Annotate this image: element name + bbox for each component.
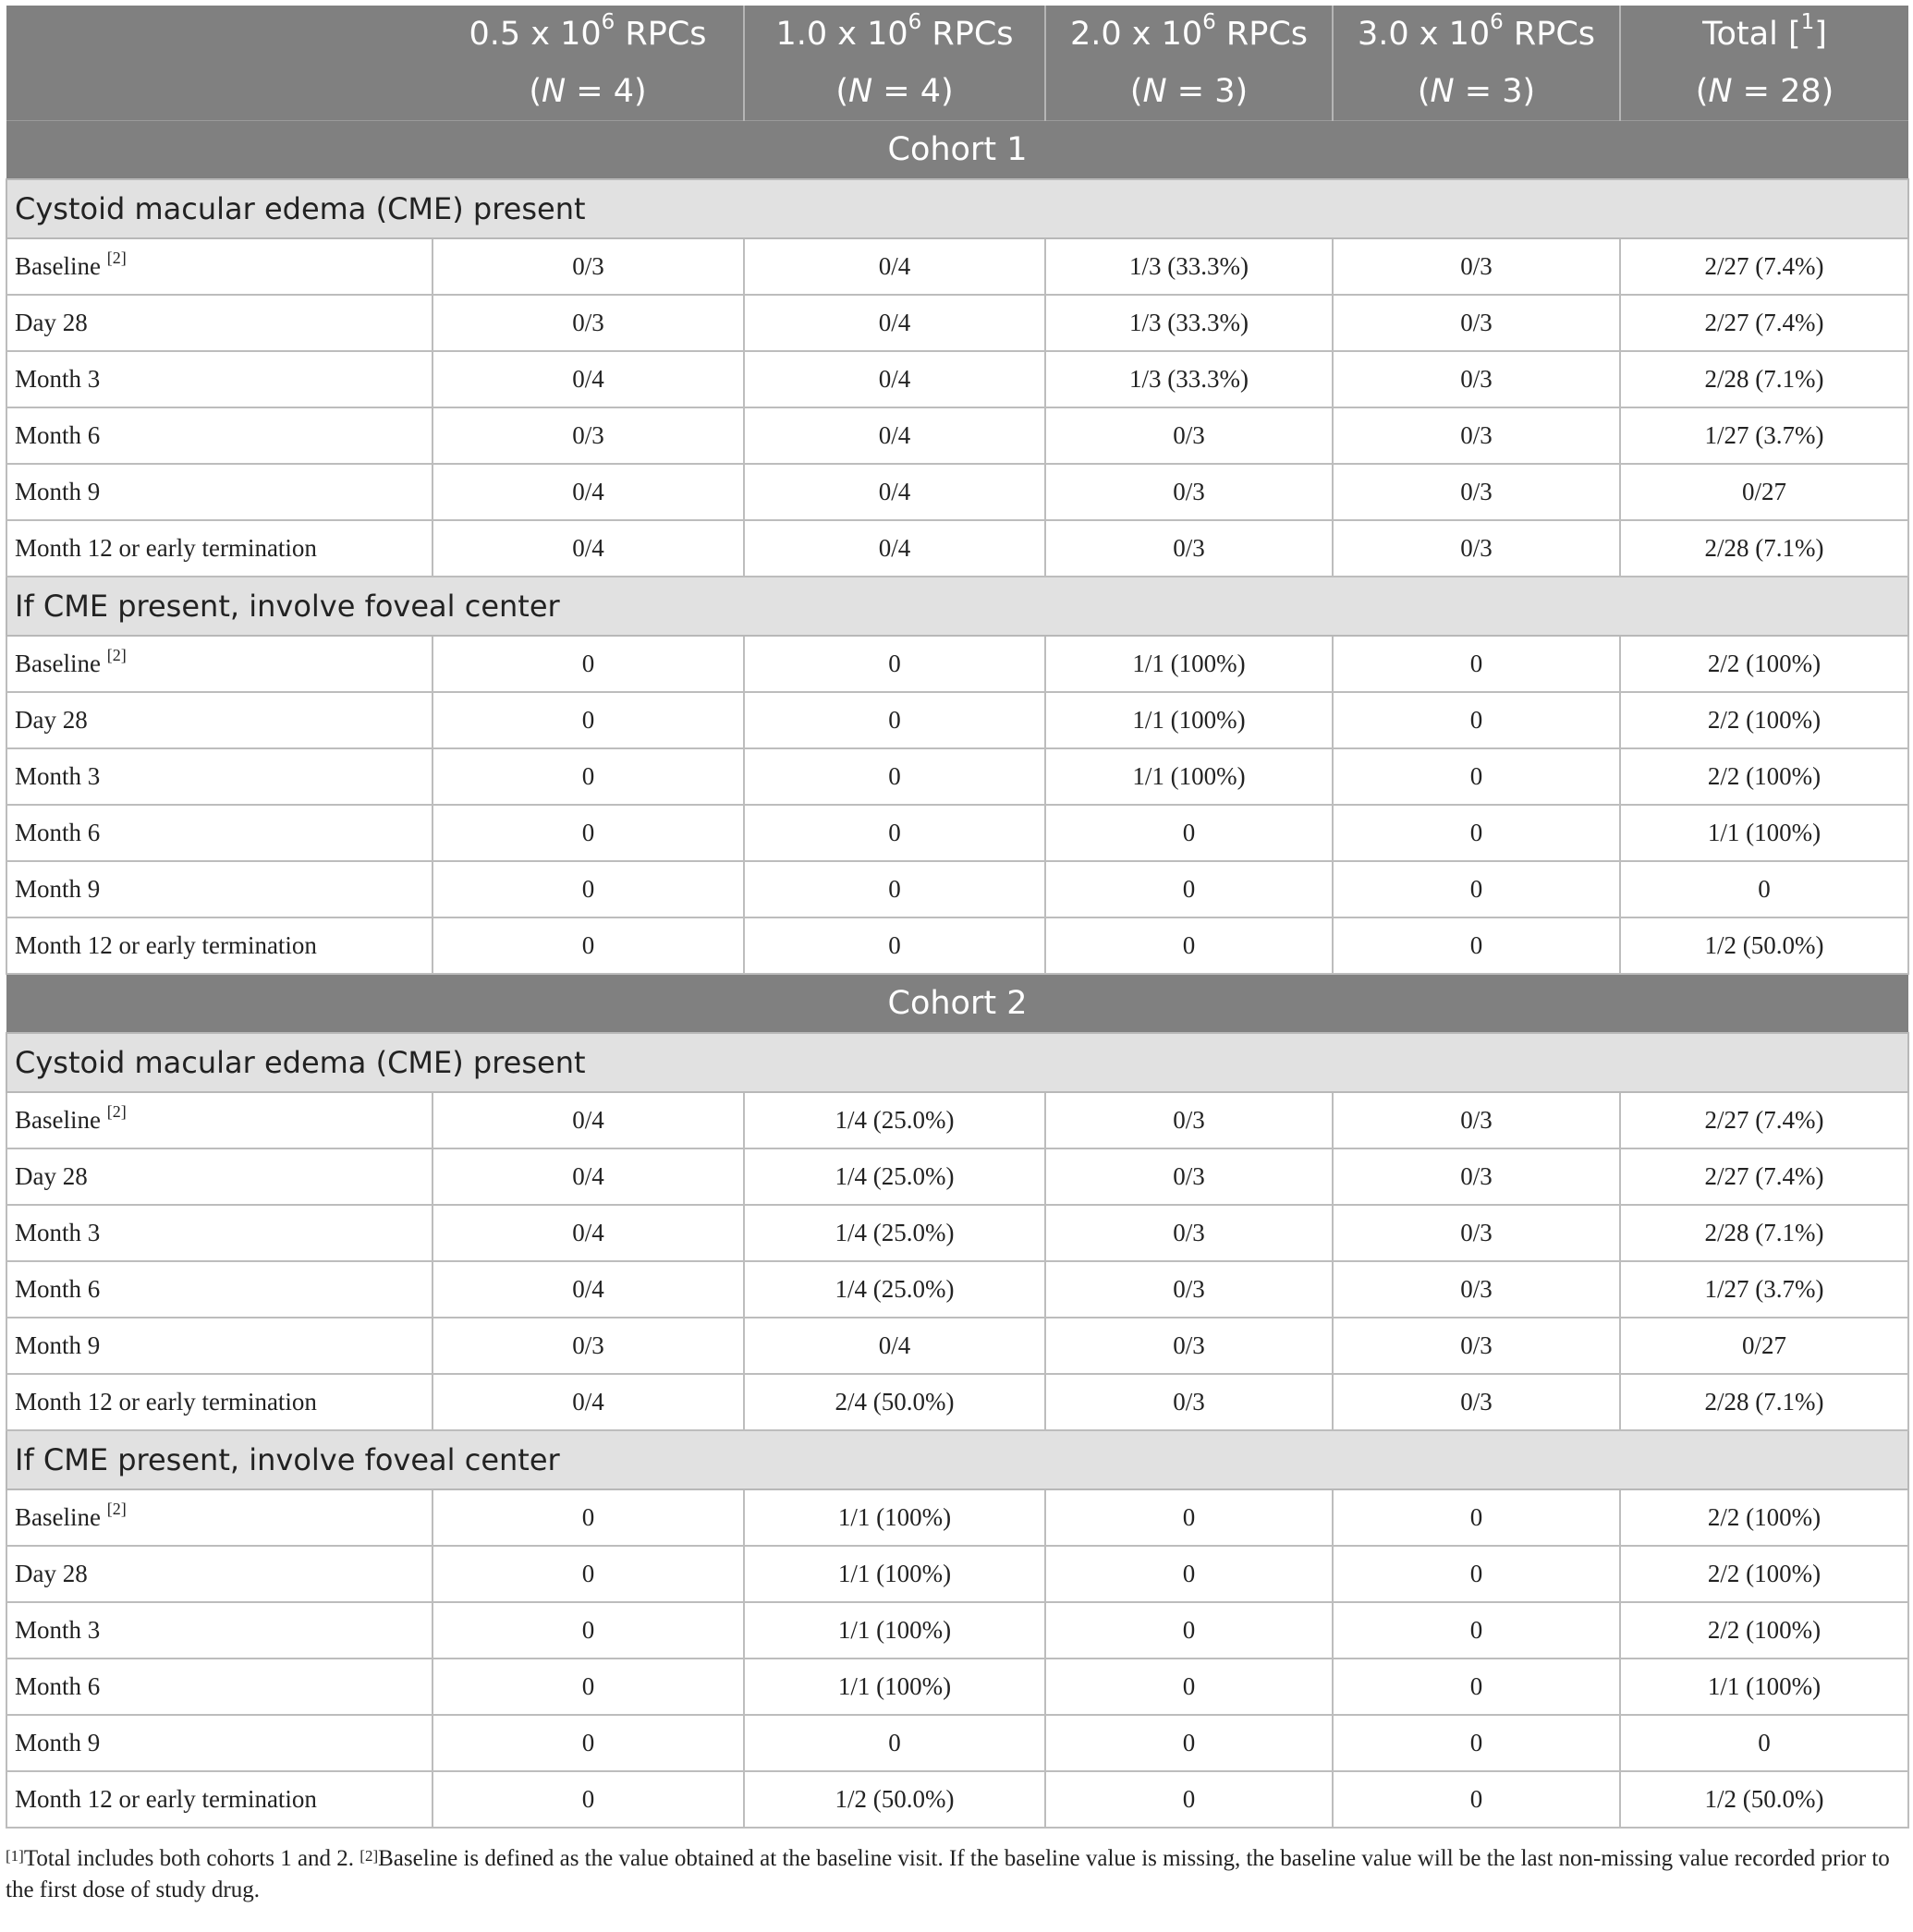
footnote-1-text: Total includes both cohorts 1 and 2. <box>23 1846 360 1871</box>
table-cell: 0 <box>433 748 744 805</box>
section-header-row <box>6 1033 1908 1092</box>
table-cell: 0 <box>1045 1489 1333 1546</box>
row-label-cell <box>6 692 433 748</box>
table-row <box>6 1261 1908 1318</box>
table-cell: 0 <box>1333 636 1620 692</box>
table-cell: 2/27 (7.4%) <box>1620 1092 1908 1148</box>
table-cell: 0/3 <box>433 407 744 464</box>
table-cell: 0 <box>433 805 744 861</box>
table-cell: 0/4 <box>433 520 744 577</box>
table-row <box>6 1602 1908 1659</box>
table-cell: 0 <box>433 1546 744 1602</box>
table-cell: 0/4 <box>744 464 1045 520</box>
table-cell: 0/4 <box>433 1148 744 1205</box>
table-cell: 0/3 <box>433 1318 744 1374</box>
table-cell: 0 <box>744 805 1045 861</box>
table-cell: 1/4 (25.0%) <box>744 1205 1045 1261</box>
table-cell: 0 <box>1333 1602 1620 1659</box>
table-cell: 0/4 <box>744 407 1045 464</box>
table-cell: 0 <box>1333 692 1620 748</box>
table-cell: 0 <box>1620 861 1908 917</box>
row-label-cell <box>6 1374 433 1430</box>
table-cell: 2/2 (100%) <box>1620 636 1908 692</box>
table-cell: 0 <box>1333 861 1620 917</box>
table-cell: 0/4 <box>744 351 1045 407</box>
footnote-ref: [2] <box>106 646 127 664</box>
table-cell: 0/3 <box>1045 407 1333 464</box>
footnote-2-text: Baseline is defined as the value obtained at the baseline visit. If the baseline value is missing, the baseline value will be the last non-missing value recorded prior to the first dose of study drug. <box>6 1846 1890 1902</box>
table-footnotes <box>6 1843 1907 1906</box>
row-label-cell <box>6 1205 433 1261</box>
table-cell: 0 <box>1333 1715 1620 1771</box>
cohort-header-row <box>6 974 1908 1033</box>
table-cell: 0 <box>433 692 744 748</box>
row-label: Day 28 <box>15 309 88 336</box>
table-cell: 0 <box>1045 805 1333 861</box>
table-cell: 1/1 (100%) <box>744 1489 1045 1546</box>
table-cell: 0/3 <box>1333 464 1620 520</box>
table-row <box>6 1374 1908 1430</box>
table-cell: 0 <box>1045 917 1333 974</box>
table-cell: 0/3 <box>1333 1374 1620 1430</box>
column-header-n: (N = 4) <box>744 63 1045 121</box>
table-cell: 0 <box>433 1659 744 1715</box>
table-cell: 2/2 (100%) <box>1620 1602 1908 1659</box>
table-cell: 2/2 (100%) <box>1620 692 1908 748</box>
section-header-row <box>6 179 1908 238</box>
table-cell: 2/28 (7.1%) <box>1620 520 1908 577</box>
row-label-cell <box>6 805 433 861</box>
column-header-n: (N = 3) <box>1333 63 1620 121</box>
table-cell: 1/1 (100%) <box>744 1602 1045 1659</box>
row-label-cell <box>6 1261 433 1318</box>
table-cell: 2/27 (7.4%) <box>1620 1148 1908 1205</box>
table-cell: 0/3 <box>1045 1318 1333 1374</box>
column-header-n: (N = 3) <box>1045 63 1333 121</box>
table-cell: 0 <box>744 636 1045 692</box>
table-cell: 0/4 <box>433 1092 744 1148</box>
table-cell: 2/2 (100%) <box>1620 1489 1908 1546</box>
n-symbol: N <box>847 73 873 110</box>
table-cell: 0/3 <box>1333 1318 1620 1374</box>
table-cell: 0 <box>1045 1715 1333 1771</box>
table-cell: 0/4 <box>433 1374 744 1430</box>
table-row <box>6 464 1908 520</box>
table-cell: 1/2 (50.0%) <box>744 1771 1045 1828</box>
table-cell: 0/3 <box>1045 1374 1333 1430</box>
row-label-cell <box>6 520 433 577</box>
table-cell: 0 <box>433 861 744 917</box>
row-label-cell <box>6 917 433 974</box>
cohort-title: Cohort 2 <box>6 974 1908 1033</box>
table-cell: 0/3 <box>1333 407 1620 464</box>
row-label: Month 12 or early termination <box>15 1388 317 1416</box>
table-cell: 1/2 (50.0%) <box>1620 917 1908 974</box>
table-cell: 0/27 <box>1620 1318 1908 1374</box>
column-header-dose: 3.0 x $10^6$ RPCs <box>1333 6 1620 63</box>
table-cell: 0/3 <box>1045 520 1333 577</box>
section-title: If CME present, involve foveal center <box>6 577 1908 636</box>
header-row-n <box>6 63 1908 121</box>
table-cell: 1/1 (100%) <box>744 1546 1045 1602</box>
table-cell: 0 <box>1333 1771 1620 1828</box>
row-label: Day 28 <box>15 1560 88 1587</box>
table-cell: 0 <box>744 917 1045 974</box>
table-row <box>6 520 1908 577</box>
table-cell: 1/2 (50.0%) <box>1620 1771 1908 1828</box>
table-cell: 0 <box>433 636 744 692</box>
table-cell: 0 <box>1045 1546 1333 1602</box>
table-row <box>6 1092 1908 1148</box>
table-cell: 0/3 <box>1333 1261 1620 1318</box>
table-cell: 0 <box>433 1771 744 1828</box>
row-label: Month 3 <box>15 1219 101 1246</box>
row-label: Baseline <box>15 1106 101 1134</box>
row-label-cell <box>6 1771 433 1828</box>
table-row <box>6 692 1908 748</box>
column-header-total: Total [$^1$] <box>1620 6 1908 63</box>
row-label: Month 9 <box>15 478 101 505</box>
table-cell: 0 <box>1333 1489 1620 1546</box>
table-cell: 1/3 (33.3%) <box>1045 238 1333 295</box>
n-symbol: N <box>541 73 567 110</box>
table-row <box>6 1148 1908 1205</box>
table-cell: 0/3 <box>1045 1261 1333 1318</box>
row-label: Day 28 <box>15 706 88 734</box>
row-label-cell <box>6 1092 433 1148</box>
column-header-dose: 0.5 x $10^6$ RPCs <box>433 6 744 63</box>
table-row <box>6 1318 1908 1374</box>
footnote-ref: [2] <box>106 1102 127 1121</box>
table-cell: 0 <box>744 748 1045 805</box>
row-label-cell <box>6 1318 433 1374</box>
row-label: Month 6 <box>15 1275 101 1303</box>
cohort-title: Cohort 1 <box>6 121 1908 180</box>
table-cell: 1/1 (100%) <box>1045 692 1333 748</box>
table-cell: 1/1 (100%) <box>1620 805 1908 861</box>
table-cell: 1/4 (25.0%) <box>744 1148 1045 1205</box>
table-cell: 0/27 <box>1620 464 1908 520</box>
row-label: Month 6 <box>15 819 101 846</box>
row-label: Month 12 or early termination <box>15 534 317 562</box>
table-cell: 0/3 <box>1333 1148 1620 1205</box>
n-symbol: N <box>1430 73 1455 110</box>
table-cell: 0/3 <box>1333 295 1620 351</box>
table-cell: 0/3 <box>1333 520 1620 577</box>
footnote-ref: [2] <box>106 249 127 267</box>
table-header <box>6 6 1908 121</box>
row-label-cell <box>6 407 433 464</box>
section-title: If CME present, involve foveal center <box>6 1430 1908 1489</box>
table-cell: 2/28 (7.1%) <box>1620 1374 1908 1430</box>
table-cell: 0 <box>1333 1659 1620 1715</box>
footnote-ref: [2] <box>106 1500 127 1518</box>
table-cell: 0 <box>1333 917 1620 974</box>
row-label-cell <box>6 351 433 407</box>
table-cell: 0 <box>744 861 1045 917</box>
table-cell: 0/3 <box>433 295 744 351</box>
row-label-cell <box>6 1148 433 1205</box>
table-row <box>6 805 1908 861</box>
table-cell: 0 <box>433 1715 744 1771</box>
column-header-n: (N = 28) <box>1620 63 1908 121</box>
row-label: Month 6 <box>15 421 101 449</box>
table-cell: 0/4 <box>744 1318 1045 1374</box>
table-row <box>6 1771 1908 1828</box>
table-cell: 0 <box>433 917 744 974</box>
table-cell: 1/4 (25.0%) <box>744 1261 1045 1318</box>
table-cell: 0/3 <box>433 238 744 295</box>
table-cell: 1/1 (100%) <box>744 1659 1045 1715</box>
table-cell: 0/3 <box>1045 1092 1333 1148</box>
table-cell: 0/4 <box>433 464 744 520</box>
row-label: Month 6 <box>15 1672 101 1700</box>
table-cell: 2/4 (50.0%) <box>744 1374 1045 1430</box>
row-label: Month 3 <box>15 1616 101 1644</box>
table-cell: 0 <box>1333 1546 1620 1602</box>
table-cell: 1/27 (3.7%) <box>1620 407 1908 464</box>
table-cell: 0/4 <box>744 238 1045 295</box>
row-label-cell <box>6 1715 433 1771</box>
footnote-2-marker: [2] <box>359 1847 379 1865</box>
section-header-row <box>6 577 1908 636</box>
table-row <box>6 1546 1908 1602</box>
section-header-row <box>6 1430 1908 1489</box>
column-header-dose: 2.0 x $10^6$ RPCs <box>1045 6 1333 63</box>
table-cell: 0/3 <box>1045 1148 1333 1205</box>
header-corner-cell <box>6 63 433 121</box>
table-row <box>6 636 1908 692</box>
row-label-cell <box>6 295 433 351</box>
table-cell: 0/3 <box>1045 1205 1333 1261</box>
table-cell: 0/3 <box>1045 464 1333 520</box>
table-cell: 0 <box>744 692 1045 748</box>
table-cell: 0/4 <box>433 351 744 407</box>
table-row <box>6 917 1908 974</box>
row-label-cell <box>6 464 433 520</box>
row-label-cell <box>6 748 433 805</box>
table-cell: 0 <box>1620 1715 1908 1771</box>
table-row <box>6 748 1908 805</box>
table-row <box>6 861 1908 917</box>
table-cell: 0/3 <box>1333 238 1620 295</box>
table-row <box>6 1715 1908 1771</box>
column-header-dose: 1.0 x $10^6$ RPCs <box>744 6 1045 63</box>
cohort-header-row <box>6 121 1908 180</box>
table-cell: 2/28 (7.1%) <box>1620 1205 1908 1261</box>
row-label: Month 12 or early termination <box>15 1785 317 1813</box>
table-cell: 0/3 <box>1333 351 1620 407</box>
header-corner-cell <box>6 6 433 63</box>
row-label: Month 9 <box>15 875 101 903</box>
n-symbol: N <box>1142 73 1167 110</box>
table-cell: 2/2 (100%) <box>1620 748 1908 805</box>
row-label: Baseline <box>15 1503 101 1531</box>
table-row <box>6 407 1908 464</box>
table-cell: 0/4 <box>744 520 1045 577</box>
n-symbol: N <box>1708 73 1733 110</box>
column-header-n: (N = 4) <box>433 63 744 121</box>
table-row <box>6 1489 1908 1546</box>
cme-results-table <box>6 6 1909 1829</box>
section-title: Cystoid macular edema (CME) present <box>6 1033 1908 1092</box>
header-row-dose <box>6 6 1908 63</box>
table-cell: 0 <box>1333 805 1620 861</box>
table-cell: 1/3 (33.3%) <box>1045 295 1333 351</box>
row-label: Month 3 <box>15 762 101 790</box>
row-label-cell <box>6 1546 433 1602</box>
row-label-cell <box>6 861 433 917</box>
row-label: Month 9 <box>15 1729 101 1756</box>
footnote-1-marker: [1] <box>6 1847 24 1865</box>
table-body <box>6 121 1908 1829</box>
table-cell: 1/1 (100%) <box>1045 748 1333 805</box>
row-label: Month 9 <box>15 1331 101 1359</box>
table-cell: 1/3 (33.3%) <box>1045 351 1333 407</box>
table-row <box>6 351 1908 407</box>
row-label: Baseline <box>15 650 101 677</box>
table-cell: 0 <box>1045 1771 1333 1828</box>
table-cell: 0 <box>744 1715 1045 1771</box>
table-cell: 0 <box>1333 748 1620 805</box>
table-cell: 0 <box>1045 1659 1333 1715</box>
row-label-cell <box>6 636 433 692</box>
row-label: Day 28 <box>15 1162 88 1190</box>
table-cell: 1/1 (100%) <box>1620 1659 1908 1715</box>
table-cell: 1/27 (3.7%) <box>1620 1261 1908 1318</box>
table-cell: 0 <box>433 1489 744 1546</box>
row-label: Month 12 or early termination <box>15 931 317 959</box>
table-cell: 0 <box>1045 861 1333 917</box>
table-cell: 0/3 <box>1333 1092 1620 1148</box>
table-cell: 2/28 (7.1%) <box>1620 351 1908 407</box>
table-cell: 1/4 (25.0%) <box>744 1092 1045 1148</box>
table-row <box>6 238 1908 295</box>
row-label-cell <box>6 1659 433 1715</box>
table-row <box>6 1205 1908 1261</box>
table-cell: 2/2 (100%) <box>1620 1546 1908 1602</box>
row-label-cell <box>6 1489 433 1546</box>
table-cell: 0/4 <box>433 1261 744 1318</box>
table-cell: 0/4 <box>433 1205 744 1261</box>
table-cell: 2/27 (7.4%) <box>1620 238 1908 295</box>
row-label: Baseline <box>15 252 101 280</box>
table-cell: 1/1 (100%) <box>1045 636 1333 692</box>
row-label-cell <box>6 1602 433 1659</box>
table-cell: 0/3 <box>1333 1205 1620 1261</box>
table-row <box>6 295 1908 351</box>
results-table-container <box>6 6 1907 1906</box>
table-cell: 0/4 <box>744 295 1045 351</box>
table-cell: 2/27 (7.4%) <box>1620 295 1908 351</box>
row-label: Month 3 <box>15 365 101 393</box>
table-cell: 0 <box>433 1602 744 1659</box>
section-title: Cystoid macular edema (CME) present <box>6 179 1908 238</box>
table-cell: 0 <box>1045 1602 1333 1659</box>
table-row <box>6 1659 1908 1715</box>
row-label-cell <box>6 238 433 295</box>
